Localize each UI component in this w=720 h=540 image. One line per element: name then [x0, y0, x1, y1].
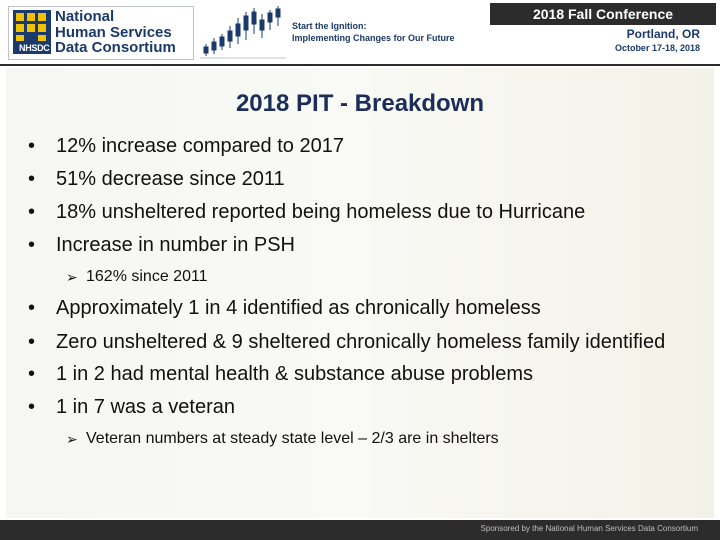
sponsor-text: Sponsored by the National Human Services Data Consortium: [480, 524, 698, 533]
bullet-item: • 12% increase compared to 2017: [28, 135, 344, 157]
conference-title: 2018 Fall Conference: [490, 3, 716, 25]
slide-header: [0, 0, 720, 64]
bullet-list: [26, 130, 706, 454]
slide-footer: [0, 520, 720, 540]
logo-grid-icon: [13, 10, 51, 54]
slide-title: 2018 PIT - Breakdown: [235, 90, 485, 117]
conference-theme: Start the Ignition: Implementing Changes for Our Future: [292, 21, 455, 43]
logo-name: National Human Services Data Consortium: [55, 8, 176, 56]
bullet-item: • 1 in 7 was a veteran: [28, 396, 235, 418]
header-divider: [0, 64, 720, 66]
bullet-item: • 18% unsheltered reported being homeless due to Hurricane: [28, 201, 586, 223]
arrow-icon: ➢: [66, 269, 78, 285]
bullet-item: • 51% decrease since 2011: [28, 168, 285, 190]
bullet-item: • 1 in 2 had mental health & substance abuse problems: [28, 363, 533, 385]
nhsdc-logo: [8, 6, 194, 60]
conference-location: Portland, OR: [626, 27, 700, 41]
slide-content: [6, 68, 714, 518]
sub-bullet-item: ➢ 162% since 2011: [26, 262, 706, 292]
logo-abbrev: NHSDC: [19, 43, 50, 53]
arrow-icon: ➢: [66, 431, 78, 447]
bullet-item: • Approximately 1 in 4 identified as chronically homeless: [28, 297, 541, 319]
bullet-item: • Increase in number in PSH: [28, 234, 296, 256]
sub-bullet-item: ➢ Veteran numbers at steady state level – 2/3 are in shelters: [26, 424, 706, 454]
conference-dates: October 17-18, 2018: [614, 43, 700, 53]
bullet-item: • Zero unsheltered & 9 sheltered chronically homeless family identified: [28, 331, 666, 353]
candlestick-graphic-icon: [200, 4, 286, 60]
